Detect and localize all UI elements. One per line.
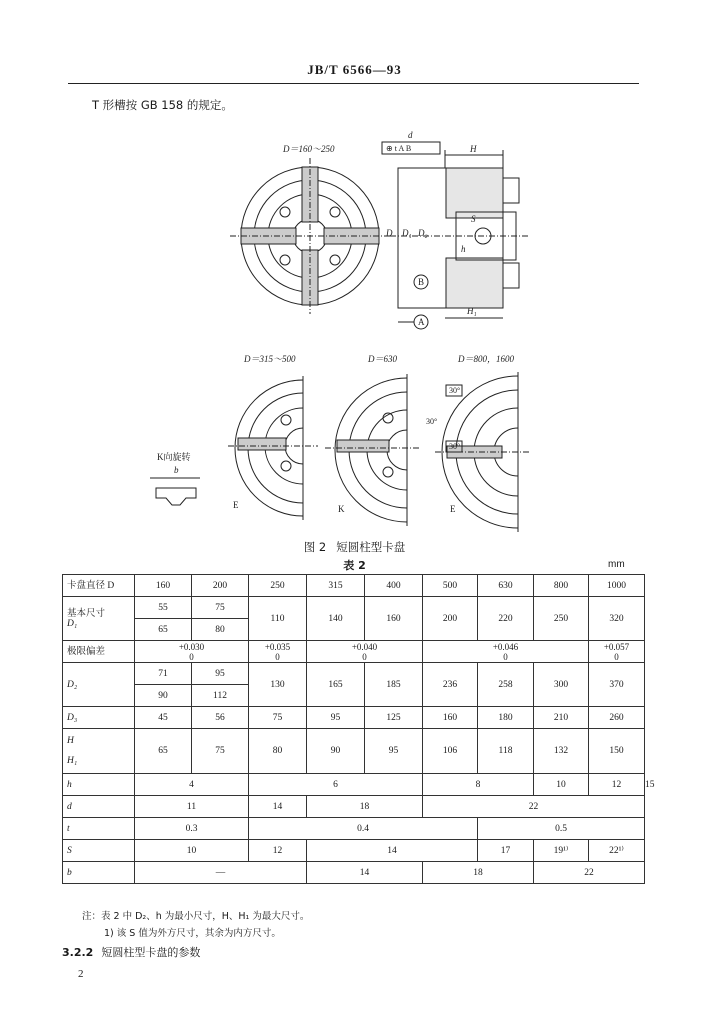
chuck-front-view-small <box>230 158 390 314</box>
k-view-b-label: b <box>174 465 179 475</box>
row-label: d <box>63 796 135 818</box>
table-row-d2-a: D₂ 71 95 130 165 185 236 258 300 370 <box>63 663 645 685</box>
dim-S-label: S <box>471 214 476 224</box>
row-label: 极限偏差 <box>63 641 135 663</box>
table-row-hh: h 4 6 8 10 12 15 <box>63 774 645 796</box>
note-1: 注：表 2 中 D₂、h 为最小尺寸，H、H₁ 为最大尺寸。 <box>82 911 310 922</box>
intro-text: T 形槽按 GB 158 的规定。 <box>92 98 233 112</box>
datum-B-label: B <box>418 277 425 287</box>
datum-A-label: A <box>418 317 425 327</box>
dim-range-315-500: D＝315～500 <box>244 354 296 364</box>
figure-caption <box>0 539 709 555</box>
section-number: 3.2.2 <box>62 946 94 959</box>
table-row-d3: D₃ 45 56 75 95 125 160 180 210 260 <box>63 707 645 729</box>
row-label: H H₁ <box>63 729 135 774</box>
row-label: D₂ <box>63 663 135 707</box>
row-label: t <box>63 818 135 840</box>
table-row-s: S 10 12 14 17 19¹⁾ 22¹⁾ <box>63 840 645 862</box>
chuck-half-view-315-500 <box>228 376 318 520</box>
row-label: b <box>63 862 135 884</box>
table-notes <box>82 908 309 942</box>
dim-D2-label: D₂ <box>418 228 428 238</box>
dim-d-label: d <box>408 130 413 140</box>
dim-D1-label: D₁ <box>402 228 412 238</box>
dim-H1-label: H₁ <box>467 306 477 316</box>
arrow-E-2: E <box>450 504 456 514</box>
table-row-tolerance: 极限偏差 +0.030 0 +0.035 0 +0.040 0 +0.046 0 +0.057 0 <box>63 641 645 663</box>
row-label: D₃ <box>63 707 135 729</box>
arrow-K: K <box>338 504 345 514</box>
row-label: h <box>63 774 135 796</box>
table-row-h: H H₁ 65 75 80 90 95 106 118 132 150 <box>63 729 645 774</box>
table-row-chuck-dia: 卡盘直径 D 160 200 250 315 400 500 630 800 1000 <box>63 575 645 597</box>
table-row-d2-b: 90 112 <box>63 685 645 707</box>
figure-title: 短圆柱型卡盘 <box>336 540 406 554</box>
angle-30-c: 30° <box>449 442 461 451</box>
tolerance-frame: ⊕ t A B <box>386 144 412 153</box>
table-row-d1-b: 65 80 <box>63 619 645 641</box>
figure-number: 图 2 <box>303 540 327 554</box>
k-view-label: K向旋转 <box>157 452 191 462</box>
section-heading <box>62 944 200 960</box>
dim-range-800-1000: D＝800，1600 <box>458 354 514 364</box>
dim-range-160-250: D＝160～250 <box>283 144 335 154</box>
dim-D-label: D <box>386 228 393 238</box>
row-label-d1: 基本尺寸 D₁ <box>63 597 135 641</box>
arrow-E-1: E <box>233 500 239 510</box>
k-view-detail <box>150 478 200 505</box>
angle-30-a: 30° <box>449 386 461 395</box>
dim-h-label: h <box>461 244 466 254</box>
table-row-d1-a: 基本尺寸 D₁ 55 75 110 140 160 200 220 250 320 <box>63 597 645 619</box>
table-row-d: d 11 14 18 22 <box>63 796 645 818</box>
page-header: JB/T 6566—93 <box>307 62 402 77</box>
dim-H-label: H <box>470 144 477 154</box>
page-number: 2 <box>78 968 84 980</box>
table-row-t: t 0.3 0.4 0.5 <box>63 818 645 840</box>
table-unit: mm <box>608 559 625 570</box>
table-row-b: b — 14 18 22 <box>63 862 645 884</box>
angle-30-b: 30° <box>426 417 438 426</box>
section-title: 短圆柱型卡盘的参数 <box>101 946 201 959</box>
parameter-table <box>62 574 655 884</box>
dim-range-630: D＝630 <box>368 354 397 364</box>
row-label: S <box>63 840 135 862</box>
note-2: 1) 该 S 值为外方尺寸，其余为内方尺寸。 <box>104 928 281 939</box>
table-caption: 表 2 <box>343 559 366 572</box>
row-label: 卡盘直径 D <box>63 575 135 597</box>
